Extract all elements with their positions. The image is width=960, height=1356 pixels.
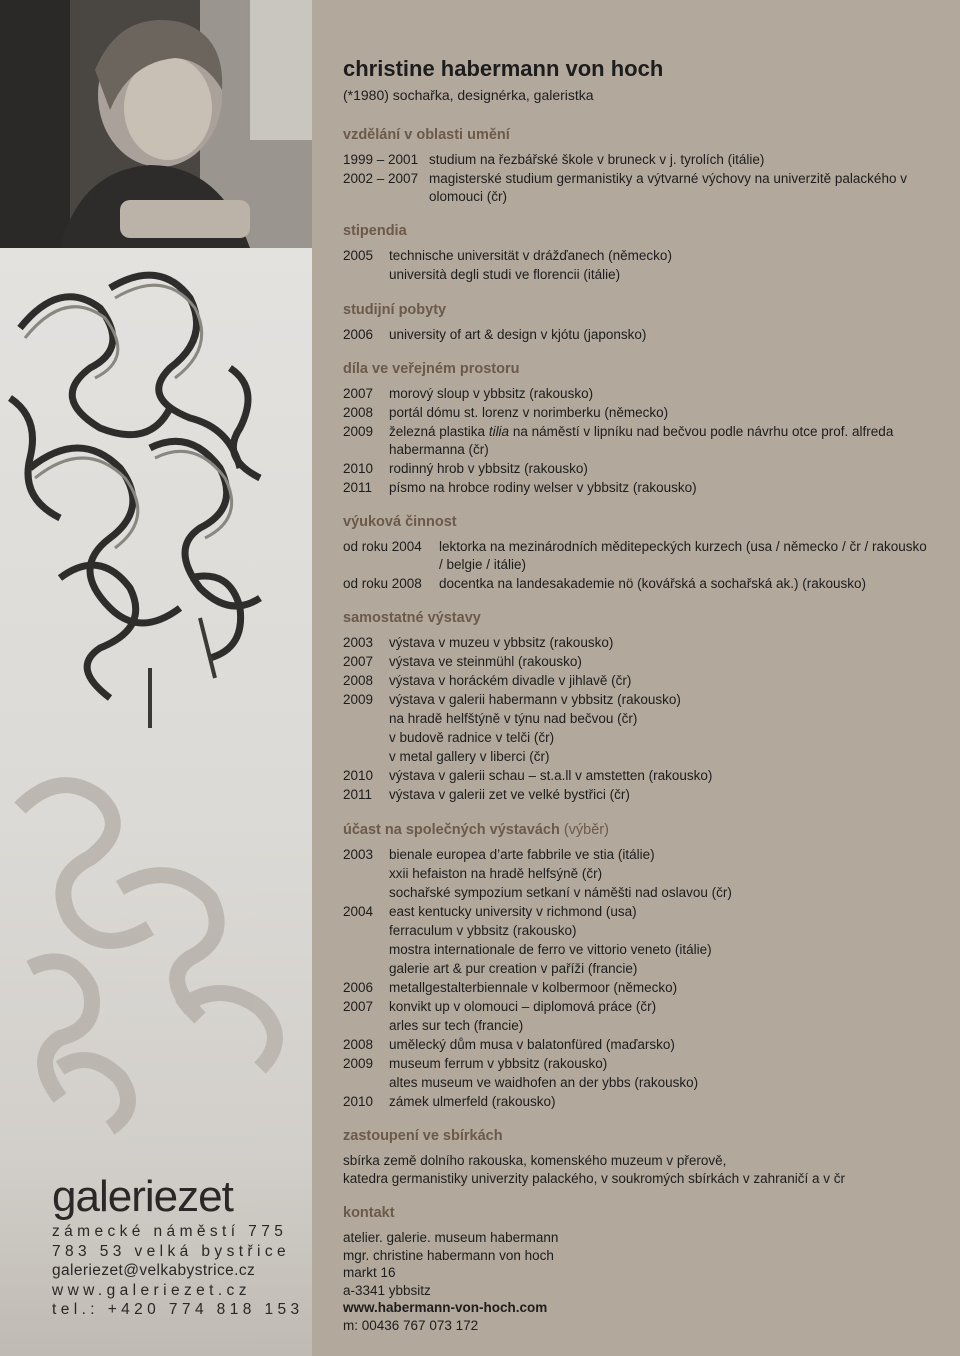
list-item	[343, 941, 933, 959]
year: 2003	[343, 635, 374, 650]
year: 2009	[343, 692, 374, 707]
year: 2004	[343, 903, 374, 919]
year: od roku 2008	[343, 575, 422, 591]
list-item	[343, 151, 933, 169]
contact-phone: m: 00436 767 073 172	[343, 1317, 479, 1333]
list-item	[343, 748, 933, 766]
entry-text: výstava v galerii zet ve velké bystřici (čr)	[389, 787, 630, 802]
section-title: výuková činnost	[343, 514, 457, 530]
entry-text: písmo na hrobce rodiny welser v ybbsitz (rakousko)	[389, 479, 697, 495]
section-title	[343, 821, 933, 839]
artist-portrait-photo	[0, 0, 312, 248]
list-item	[343, 865, 933, 883]
year: 2009	[343, 1055, 374, 1071]
year	[343, 884, 389, 902]
entry-text: università degli studi ve florencii (itálie)	[389, 267, 621, 282]
entry-text: museum ferrum v ybbsitz (rakousko)	[389, 1055, 608, 1071]
list-item	[343, 729, 933, 747]
section-contact	[343, 1204, 933, 1334]
list-item	[343, 653, 933, 671]
entry-text: metallgestalterbiennale v kolbermoor (německo)	[389, 979, 678, 995]
section-title: vzdělání v oblasti umění	[343, 127, 510, 143]
left-image-panel	[0, 0, 312, 1356]
entry-text: ferraculum v ybbsitz (rakousko)	[389, 922, 577, 938]
artwork-title: tilia	[488, 424, 510, 439]
list-item	[343, 460, 933, 478]
list-item	[343, 691, 933, 709]
gallery-address-street: zámecké náměstí 775	[52, 1223, 288, 1240]
entry-text: technische universität v drážďanech (německo)	[389, 248, 672, 263]
entry-text: výstava v muzeu v ybbsitz (rakousko)	[389, 635, 614, 650]
year: 2008	[343, 405, 374, 420]
year: 2002 – 2007	[343, 171, 419, 186]
entry-text: east kentucky university v richmond (usa)	[389, 903, 637, 919]
entry-text: portál dómu st. lorenz v norimberku (německo)	[389, 405, 669, 420]
section-title: samostatné výstavy	[343, 610, 481, 626]
artist-name: christine habermann von hoch	[343, 56, 664, 81]
entry-text: konvikt up v olomouci – diplomová práce (čr)	[389, 998, 657, 1014]
year: 1999 – 2001	[343, 152, 419, 167]
year	[343, 960, 389, 978]
section-scholarships	[343, 222, 933, 284]
section-title-note: (výběr)	[563, 821, 609, 838]
list-item	[343, 786, 933, 804]
year: 2005	[343, 248, 374, 263]
list-item	[343, 767, 933, 785]
gallery-email[interactable]: galeriezet@velkabystrice.cz	[52, 1262, 256, 1279]
section-title-main: účast na společných výstavách	[343, 821, 560, 838]
entry-text: rodinný hrob v ybbsitz (rakousko)	[389, 460, 588, 476]
list-item	[343, 170, 933, 205]
year: 2006	[343, 979, 374, 995]
year: 2008	[343, 673, 374, 688]
entry-text-part: na náměstí v lipníku nad bečvou podle návrhu otce prof. alfreda habermanna (čr)	[389, 424, 894, 457]
year: 2009	[343, 424, 374, 439]
entry-text: v budově radnice v telči (čr)	[389, 730, 555, 745]
galeriezet-logo	[52, 1172, 292, 1222]
year	[343, 1017, 389, 1035]
entry-text: studium na řezbářské škole v bruneck v j. tyrolích (itálie)	[429, 152, 765, 167]
year: 2011	[343, 787, 373, 802]
sculpture-illustration	[0, 248, 312, 1148]
portrait-illustration	[0, 0, 312, 248]
list-item	[343, 672, 933, 690]
contact-website-link[interactable]: www.habermann-von-hoch.com	[343, 1300, 548, 1315]
section-public-works	[343, 360, 933, 496]
gallery-website[interactable]: www.galeriezet.cz	[52, 1281, 251, 1299]
entry-text: zámek ulmerfeld (rakousko)	[389, 1093, 556, 1109]
entry-text: arles sur tech (francie)	[389, 1017, 524, 1033]
year: 2003	[343, 846, 374, 862]
section-title: studijní pobyty	[343, 301, 447, 318]
sculpture-photo	[0, 248, 312, 1148]
collections-line: sbírka země dolního rakouska, komenského muzeum v přerově,	[343, 1153, 727, 1168]
contact-line: a-3341 ybbsitz	[343, 1282, 431, 1298]
entry-text: v metal gallery v liberci (čr)	[389, 749, 550, 764]
year	[343, 1074, 389, 1092]
list-item	[343, 266, 933, 284]
section-collections	[343, 1127, 933, 1187]
list-item	[343, 385, 933, 403]
section-education	[343, 126, 933, 205]
year	[343, 710, 389, 728]
entry-text: morový sloup v ybbsitz (rakousko)	[389, 386, 594, 401]
list-item	[343, 634, 933, 652]
list-item	[343, 1017, 933, 1035]
contact-line: mgr. christine habermann von hoch	[343, 1247, 554, 1263]
year	[343, 266, 389, 284]
list-item	[343, 960, 933, 978]
year: 2006	[343, 326, 374, 342]
list-item	[343, 575, 933, 593]
entry-text: magisterské studium germanistiky a výtvarné výchovy na univerzitě palackého v olomouci (čr)	[429, 171, 907, 204]
logo-accent-text: zet	[177, 1172, 233, 1221]
list-item	[343, 326, 933, 344]
year: 2007	[343, 654, 374, 669]
year: 2010	[343, 460, 374, 476]
entry-text: mostra internationale de ferro ve vittorio veneto (itálie)	[389, 941, 712, 957]
year	[343, 922, 389, 940]
list-item	[343, 846, 933, 864]
section-study-stays	[343, 301, 933, 344]
section-teaching	[343, 513, 933, 592]
list-item	[343, 247, 933, 265]
entry-text-part: železná plastika	[389, 424, 489, 439]
year: 2007	[343, 386, 374, 401]
logo-main-text: galerie	[52, 1172, 178, 1221]
year: 2011	[343, 479, 373, 495]
section-title: stipendia	[343, 223, 407, 239]
entry-text: bienale europea d’arte fabbrile ve stia (itálie)	[389, 846, 655, 862]
year: od roku 2004	[343, 539, 422, 554]
year	[343, 941, 389, 959]
list-item	[343, 1036, 933, 1054]
year: 2007	[343, 998, 374, 1014]
gallery-brand-block	[52, 1172, 304, 1320]
entry-text: výstava v galerii schau – st.a.ll v amstetten (rakousko)	[389, 768, 713, 783]
section-title: kontakt	[343, 1205, 395, 1221]
entry-text: sochařské sympozium setkaní v náměšti nad oslavou (čr)	[389, 884, 732, 900]
entry-text: university of art & design v kjótu (japonsko)	[389, 326, 647, 342]
entry-text: výstava ve steinmühl (rakousko)	[389, 654, 582, 669]
section-title: zastoupení ve sbírkách	[343, 1128, 503, 1144]
section-group-exhibitions	[343, 821, 933, 1111]
list-item	[343, 922, 933, 940]
list-item	[343, 1055, 933, 1073]
list-item	[343, 1093, 933, 1111]
entry-text: výstava v galerii habermann v ybbsitz (rakousko)	[389, 692, 681, 707]
entry-text: na hradě helfštýně v týnu nad bečvou (čr)	[389, 711, 638, 726]
year	[343, 729, 389, 747]
list-item	[343, 404, 933, 422]
entry-text: xxii hefaiston na hradě helfsýně (čr)	[389, 865, 603, 881]
list-item	[343, 710, 933, 728]
list-item	[343, 998, 933, 1016]
entry-text: výstava v horáckém divadle v jihlavě (čr)	[389, 673, 632, 688]
section-title: díla ve veřejném prostoru	[343, 361, 520, 377]
year	[343, 865, 389, 883]
entry-text	[389, 423, 933, 458]
entry-text: lektorka na mezinárodních měditepeckých kurzech (usa / německo / čr / rakousko / belgie / itálie)	[439, 539, 927, 572]
year: 2010	[343, 768, 374, 783]
list-item	[343, 979, 933, 997]
artist-subtitle: (*1980) sochařka, designérka, galeristka	[343, 87, 594, 103]
entry-text: altes museum ve waidhofen an der ybbs (rakousko)	[389, 1074, 699, 1090]
list-item	[343, 884, 933, 902]
year	[343, 748, 389, 766]
contact-line: markt 16	[343, 1265, 396, 1280]
year: 2008	[343, 1036, 374, 1052]
section-solo-exhibitions	[343, 609, 933, 804]
list-item	[343, 423, 933, 458]
entry-text: docentka na landesakademie nö (kovářská a sochařská ak.) (rakousko)	[439, 575, 866, 591]
list-item	[343, 1074, 933, 1092]
list-item	[343, 538, 933, 573]
year: 2010	[343, 1093, 374, 1109]
cv-content	[343, 55, 933, 1334]
collections-line: katedra germanistiky univerzity palackého, v soukromých sbírkách v zahraničí a v čr	[343, 1170, 845, 1186]
list-item	[343, 903, 933, 921]
gallery-address-city: 783 53 velká bystřice	[52, 1242, 291, 1260]
gallery-phone: tel.: +420 774 818 153	[52, 1301, 304, 1318]
entry-text: galerie art & pur creation v paříži (francie)	[389, 960, 638, 976]
contact-line: atelier. galerie. museum habermann	[343, 1230, 559, 1245]
list-item	[343, 479, 933, 497]
entry-text: umělecký dům musa v balatonfüred (maďarsko)	[389, 1036, 675, 1052]
